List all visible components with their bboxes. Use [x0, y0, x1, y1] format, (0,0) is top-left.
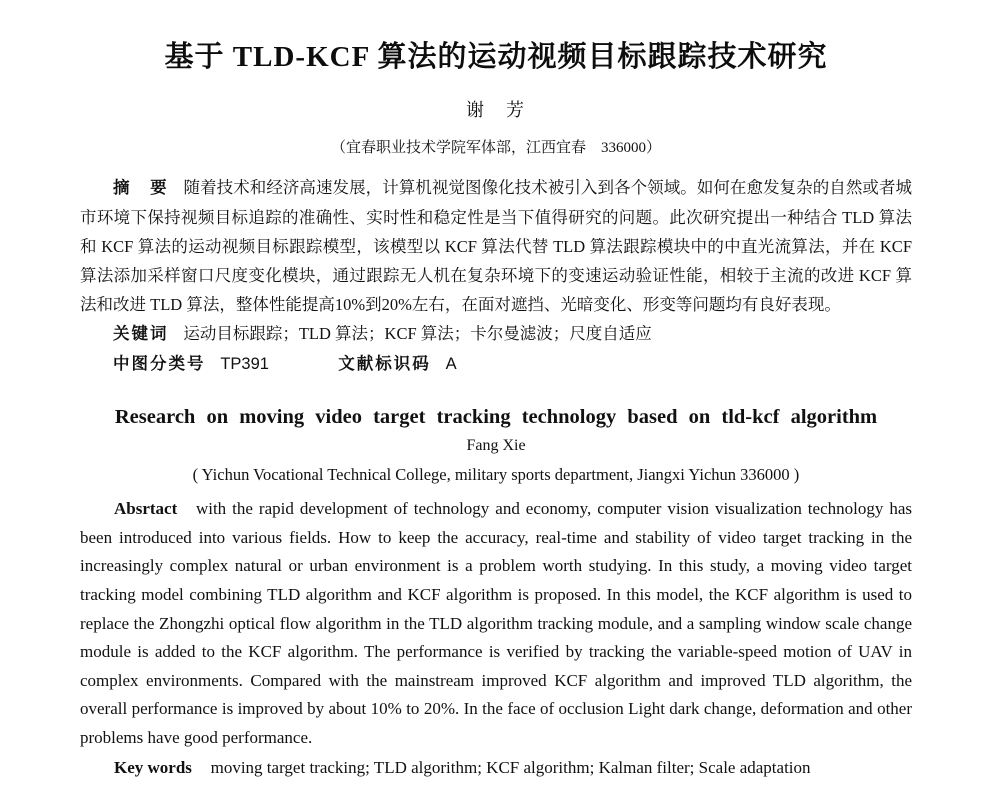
- abstract-en: [80, 495, 912, 752]
- abstract-label-en: Absrtact: [114, 499, 178, 519]
- classification-line: [80, 349, 912, 379]
- abstract-label-zh: 摘 要: [113, 178, 169, 197]
- clc-number: TP391: [220, 354, 269, 373]
- keywords-text-en: moving target tracking; TLD algorithm; KCF algorithm; Kalman filter; Scale adaptation: [210, 757, 811, 777]
- doc-code-label: 文献标识码: [338, 354, 431, 373]
- keywords-label-zh: 关键词: [113, 324, 169, 343]
- keywords-label-en: Key words: [114, 757, 192, 777]
- abstract-text-zh: 随着技术和经济高速发展，计算机视觉图像化技术被引入到各个领域。如何在愈发复杂的自然或者城市环境下保持视频目标追踪的准确性、实时性和稳定性是当下值得研究的问题。此次研究提出一种结合 TLD 算法和 KCF 算法的运动视频目标跟踪模型，该模型以 KCF 算法代替 TLD 算法跟踪模块中的中直光流算法，并在 KCF 算法添加采样窗口尺度变化模块，通过跟踪无人机在复杂环境下的变速运动验证性能，相较于主流的改进 KCF 算法和改进 TLD 算法，整体性能提高10%到20%左右，在面对遮挡、光暗变化、形变等问题均有良好表现。: [80, 177, 913, 314]
- author-zh: 谢 芳: [466, 99, 526, 120]
- abstract-zh: [80, 173, 912, 319]
- doc-code-value: A: [445, 354, 457, 373]
- keywords-en: [80, 753, 912, 782]
- keywords-text-zh: 运动目标跟踪；TLD 算法；KCF 算法；卡尔曼滤波；尺度自适应: [183, 323, 652, 343]
- clc-label: 中图分类号: [113, 354, 206, 373]
- paper-title-zh: 基于 TLD-KCF 算法的运动视频目标跟踪技术研究: [164, 41, 828, 73]
- affiliation-zh: （宜春职业技术学院军体部，江西宜春 336000）: [330, 139, 661, 156]
- affiliation-en: ( Yichun Vocational Technical College, military sports department, Jiangxi Yichun 336000 ): [192, 465, 800, 485]
- keywords-zh: [80, 319, 912, 349]
- paper-title-en: Research on moving video target tracking technology based on tld-kcf algorithm: [114, 405, 878, 428]
- abstract-text-en: with the rapid development of technology and economy, computer vision visualization technology has been introduced into various fields. How to keep the accuracy, real-time and stability of video target tracking in the increasingly complex natural or urban environment is a problem worth studying. In this study, a moving video target tracking model combining TLD algorithm and KCF algorithm is proposed. In this model, the KCF algorithm is used to replace the Zhongzhi optical flow algorithm in the TLD algorithm tracking module, and a sampling window scale change module is added to the KCF algorithm. The performance is verified by tracking the variable-speed motion of UAV in complex environments. Compared with the mainstream improved KCF algorithm and improved TLD algorithm, the overall performance is improved by about 10% to 20%. In the face of occlusion Light dark change, deformation and other problems have good performance.: [80, 499, 912, 747]
- author-en: Fang Xie: [466, 437, 526, 455]
